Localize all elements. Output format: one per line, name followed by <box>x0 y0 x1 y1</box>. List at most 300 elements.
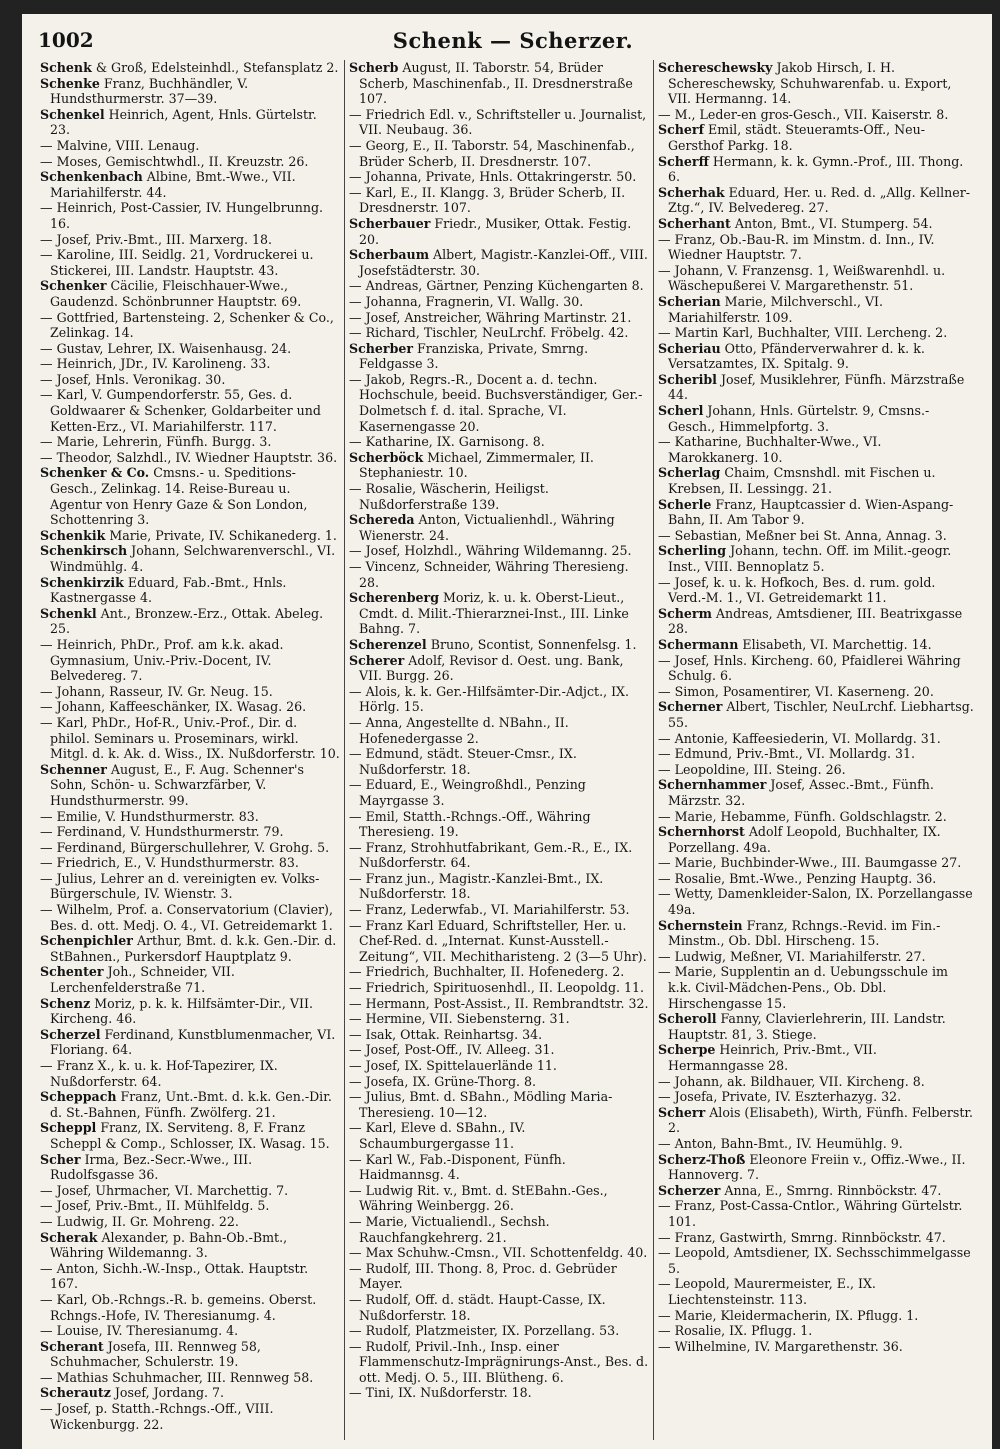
entry-details: — Karl, PhDr., Hof-R., Univ.-Prof., Dir. d. philol. Seminars u. Proseminars, wirkl. Mitgl. d. k. Ak. d. Wiss., IX. Nußdorferstr. 10. <box>40 714 340 762</box>
entry-details: — Rudolf, III. Thong. 8, Proc. d. Gebrüder Mayer. <box>349 1260 617 1292</box>
entry-details: — Ludwig, II. Gr. Mohreng. 22. <box>40 1213 239 1229</box>
column-3 <box>658 60 974 1440</box>
directory-entry <box>658 497 974 528</box>
entry-details: Johann, Hnls. Gürtelstr. 9, Cmsns.-Gesch., Himmelpfortg. 3. <box>668 403 930 434</box>
directory-entry <box>658 1183 974 1199</box>
entry-details: Anna, E., Smrng. Rinnböckstr. 47. <box>720 1182 942 1198</box>
entry-details: Marie, Private, IV. Schikanederg. 1. <box>105 527 337 543</box>
entry-details: — Johanna, Private, Hnls. Ottakringerstr. 50. <box>349 169 637 185</box>
entry-details: Friedr., Musiker, Ottak. Festig. 20. <box>359 215 632 247</box>
directory-entry <box>349 809 649 840</box>
directory-entry <box>40 1120 340 1151</box>
directory-entry <box>40 278 340 309</box>
entry-surname: Schenkenbach <box>40 169 143 185</box>
entry-details: — Theodor, Salzhdl., IV. Wiedner Hauptstr. 36. <box>40 449 338 465</box>
entry-details: Eduard, Her. u. Red. d. „Allg. Kellner-Ztg.“, IV. Belvedereg. 27. <box>668 184 971 216</box>
entry-details: — Ludwig, Meßner, VI. Mariahilferstr. 27. <box>658 948 926 964</box>
directory-entry <box>349 590 649 637</box>
entry-details: — Rosalie, Wäscherin, Heiligst. Nußdorferstraße 139. <box>349 481 549 512</box>
directory-entry <box>658 1339 974 1355</box>
directory-entry <box>658 263 974 294</box>
directory-entry <box>40 840 340 856</box>
directory-entry <box>349 278 649 294</box>
entry-details: — Katharine, Buchhalter-Wwe., VI. Marokkanerg. 10. <box>658 434 882 465</box>
directory-entry <box>349 107 649 138</box>
entry-details: — Josef, Post-Off., IV. Alleeg. 31. <box>349 1042 555 1058</box>
directory-entry <box>40 528 340 544</box>
directory-entry <box>658 1230 974 1246</box>
entry-surname: Schenk <box>40 60 92 75</box>
entry-details: — Franz, Ob.-Bau-R. im Minstm. d. Inn., IV. Wiedner Hauptstr. 7. <box>658 231 935 263</box>
directory-entry <box>349 372 649 434</box>
directory-entry <box>658 886 974 917</box>
directory-entry <box>658 341 974 372</box>
entry-surname: Scheribl <box>658 371 717 387</box>
entry-surname: Schernstein <box>658 917 743 933</box>
entry-details: Joh., Schneider, VII. Lerchenfelderstraße 71. <box>50 964 235 996</box>
entry-surname: Scherautz <box>40 1385 111 1401</box>
directory-entry <box>658 1136 974 1152</box>
directory-entry <box>658 653 974 684</box>
entry-surname: Schenkirzik <box>40 574 124 590</box>
directory-entry <box>349 1292 649 1323</box>
directory-entry <box>658 1089 974 1105</box>
entry-details: — Franz jun., Magistr.-Kanzlei-Bmt., IX. Nußdorferstr. 18. <box>349 870 604 902</box>
entry-details: — Hermine, VII. Siebensterng. 31. <box>349 1011 570 1027</box>
entry-details: — Hermann, Post-Assist., II. Rembrandtstr. 32. <box>349 995 649 1011</box>
entry-details: — Josef, Hnls. Veronikag. 30. <box>40 371 226 387</box>
directory-entry <box>349 996 649 1012</box>
directory-entry <box>40 138 340 154</box>
directory-entry <box>40 1370 340 1386</box>
directory-entry <box>658 809 974 825</box>
directory-entry <box>658 232 974 263</box>
entry-details: Josefa, III. Rennweg 58, Schuhmacher, Schulerstr. 19. <box>50 1338 261 1370</box>
entry-details: Heinrich, Agent, Hnls. Gürtelstr. 23. <box>50 106 317 138</box>
entry-surname: Schenter <box>40 964 104 980</box>
entry-surname: Scherpe <box>658 1042 716 1058</box>
entry-details: — Josef, Priv.-Bmt., II. Mühlfeldg. 5. <box>40 1198 270 1214</box>
entry-surname: Scherbaum <box>349 247 430 263</box>
entry-details: — Martin Karl, Buchhalter, VIII. Lercheng. 2. <box>658 325 948 341</box>
entry-details: — Karoline, III. Seidlg. 21, Vordruckerei u. Stickerei, III. Landstr. Hauptstr. 43. <box>40 247 314 278</box>
directory-entry <box>40 762 340 809</box>
entry-details: — Mathias Schuhmacher, III. Rennweg 58. <box>40 1369 314 1385</box>
directory-entry <box>349 1058 649 1074</box>
entry-surname: Scherant <box>40 1338 104 1354</box>
directory-entry <box>40 684 340 700</box>
entry-details: Otto, Pfänderverwahrer d. k. k. Versatzamtes, IX. Spitalg. 9. <box>668 340 925 372</box>
directory-entry <box>349 60 649 107</box>
directory-entry <box>40 169 340 200</box>
directory-entry <box>658 528 974 544</box>
directory-entry <box>40 606 340 637</box>
entry-details: — Marie, Supplentin an d. Uebungsschule im k.k. Civil-Mädchen-Pens., Ob. Dbl. Hirschengasse 15. <box>658 964 948 1011</box>
entry-details: — Leopold, Maurermeister, E., IX. Liechtensteinstr. 113. <box>658 1276 876 1307</box>
entry-surname: Schereschewsky <box>658 60 773 75</box>
directory-entry <box>349 1323 649 1339</box>
entry-details: — Karl, E., II. Klangg. 3, Brüder Scherb, II. Dresdnerstr. 107. <box>349 184 626 216</box>
directory-entry <box>40 824 340 840</box>
entry-details: — Julius, Bmt. d. SBahn., Mödling Maria-Theresieng. 10—12. <box>349 1089 613 1120</box>
directory-entry <box>658 543 974 574</box>
directory-entry <box>349 138 649 169</box>
entry-details: — Rosalie, Bmt.-Wwe., Penzing Hauptg. 36. <box>658 870 937 886</box>
directory-entry <box>40 1027 340 1058</box>
entry-details: Hermann, k. k. Gymn.-Prof., III. Thong. 6. <box>668 153 964 185</box>
entry-details: — Johanna, Fragnerin, VI. Wallg. 30. <box>349 293 584 309</box>
entry-details: — Josefa, Private, IV. Eszterhazyg. 32. <box>658 1089 902 1105</box>
directory-entry <box>658 1152 974 1183</box>
directory-entry <box>40 1339 340 1370</box>
directory-entry <box>349 434 649 450</box>
entry-details: — Georg, E., II. Taborstr. 54, Maschinenfab., Brüder Scherb, II. Dresdnerstr. 107. <box>349 137 635 169</box>
directory-entry <box>349 1214 649 1245</box>
entry-details: — Johann, V. Franzensg. 1, Weißwarenhdl. u. Wäschepußerei V. Margarethenstr. 51. <box>658 262 946 294</box>
directory-entry <box>349 341 649 372</box>
entry-details: — Johann, Rasseur, IV. Gr. Neug. 15. <box>40 683 273 699</box>
entry-details: — Josef, Hnls. Kircheng. 60, Pfaidlerei Währing Schulg. 6. <box>658 652 961 684</box>
entry-surname: Scherm <box>658 605 712 621</box>
directory-entry <box>658 746 974 762</box>
entry-surname: Schereda <box>349 512 415 528</box>
directory-entry <box>349 1152 649 1183</box>
entry-details: Franz, Buchhändler, V. Hundsthurmerstr. 37—39. <box>50 75 249 107</box>
entry-surname: Scherf <box>658 122 704 138</box>
directory-entry <box>658 403 974 434</box>
entry-details: Heinrich, Priv.-Bmt., VII. Hermanngasse 28. <box>668 1042 877 1073</box>
directory-entry <box>658 1074 974 1090</box>
entry-details: — Marie, Victualiendl., Sechsh. Rauchfangkehrerg. 21. <box>349 1213 550 1245</box>
directory-entry <box>658 434 974 465</box>
entry-details: Franz, Unt.-Bmt. d. k.k. Gen.-Dir. d. St.-Bahnen, Fünfh. Zwölferg. 21. <box>50 1089 332 1120</box>
entry-details: Johann, Selchwarenverschl., VI. Windmühlg. 4. <box>50 543 336 574</box>
directory-entry <box>658 372 974 403</box>
directory-entry <box>40 76 340 107</box>
directory-entry <box>658 731 974 747</box>
entry-details: — Andreas, Gärtner, Penzing Küchengarten 8. <box>349 278 644 294</box>
entry-details: — Anton, Sichh.-W.-Insp., Ottak. Hauptstr. 167. <box>40 1260 309 1292</box>
entry-details: — Wilhelmine, IV. Margarethenstr. 36. <box>658 1338 903 1354</box>
directory-entry <box>349 918 649 965</box>
directory-entry <box>658 185 974 216</box>
entry-details: — Edmund, Priv.-Bmt., VI. Mollardg. 31. <box>658 746 916 762</box>
entry-details: — Josef, k. u. k. Hofkoch, Bes. d. rum. gold. Verd.-M. 1., VI. Getreidemarkt 11. <box>658 574 936 606</box>
entry-details: — Malvine, VIII. Lenaug. <box>40 137 200 153</box>
entry-details: — Jakob, Regrs.-R., Docent a. d. techn. Hochschule, beeid. Buchsverständiger, Ger.-Dolmetsch f. d. ital. Sprache, VI. Kasernengasse 20. <box>349 371 643 434</box>
scan-edge-top <box>0 0 1000 14</box>
directory-entry <box>349 1261 649 1292</box>
entry-details: — Marie, Kleidermacherin, IX. Pflugg. 1. <box>658 1307 919 1323</box>
entry-details: — Gustav, Lehrer, IX. Waisenhausg. 24. <box>40 340 292 356</box>
entry-details: — Friedrich Edl. v., Schriftsteller u. Journalist, VII. Neubaug. 36. <box>349 106 647 138</box>
entry-details: — Richard, Tischler, NeuLrchf. Fröbelg. 42. <box>349 325 629 341</box>
directory-entry <box>349 1089 649 1120</box>
directory-entry <box>40 465 340 527</box>
directory-entry <box>40 247 340 278</box>
directory-entry <box>40 107 340 138</box>
entry-details: — Wilhelm, Prof. a. Conservatorium (Clavier), Bes. d. ott. Medj. O. 4., VI. Getreidemarkt 1. <box>40 902 333 933</box>
directory-entry <box>658 699 974 730</box>
entry-details: — Friedrich, Spirituosenhdl., II. Leopoldg. 11. <box>349 980 645 996</box>
entry-details: Chaim, Cmsnshdl. mit Fischen u. Krebsen, II. Lessingg. 21. <box>668 465 936 497</box>
directory-entry <box>349 512 649 543</box>
entry-details: — Heinrich, JDr., IV. Karolineng. 33. <box>40 356 271 372</box>
entry-columns <box>40 60 990 1440</box>
directory-entry <box>40 372 340 388</box>
directory-entry <box>349 1120 649 1151</box>
entry-details: Irma, Bez.-Secr.-Wwe., III. Rudolfsgasse 36. <box>50 1151 253 1183</box>
entry-details: — Heinrich, PhDr., Prof. am k.k. akad. Gymnasium, Univ.-Priv.-Docent, IV. Belvedereg. 7. <box>40 636 284 684</box>
entry-details: — Eduard, E., Weingroßhdl., Penzing Mayrgasse 3. <box>349 777 586 808</box>
entry-details: August, II. Taborstr. 54, Brüder Scherb, Maschinenfab., II. Dresdnerstraße 107. <box>359 60 633 107</box>
directory-entry <box>658 1245 974 1276</box>
entry-details: Adolf Leopold, Buchhalter, IX. Porzellang. 49a. <box>668 824 941 855</box>
directory-entry <box>40 310 340 341</box>
entry-details: — Rudolf, Platzmeister, IX. Porzellang. 53. <box>349 1323 620 1339</box>
entry-details: — Franz Karl Eduard, Schriftsteller, Her. u. Chef-Red. d. „Internat. Kunst-Ausstell.-Zeitung“, VII. Mechitharisteng. 2 (3—5 Uhr). <box>349 917 647 964</box>
entry-details: Moriz, k. u. k. Oberst-Lieut., Cmdt. d. Milit.-Thierarznei-Inst., III. Linke Bahng. 7. <box>359 590 629 637</box>
directory-entry <box>349 637 649 653</box>
entry-details: Franz, Hauptcassier d. Wien-Aspang-Bahn, II. Am Tabor 9. <box>668 496 954 528</box>
directory-entry <box>658 684 974 700</box>
directory-entry <box>658 1042 974 1073</box>
entry-details: — Wetty, Damenkleider-Salon, IX. Porzellangasse 49a. <box>658 886 973 918</box>
directory-entry <box>658 871 974 887</box>
entry-details: — Julius, Lehrer an d. vereinigten ev. Volks-Bürgerschule, IV. Wienstr. 3. <box>40 870 320 902</box>
entry-details: Fanny, Clavierlehrerin, III. Landstr. Hauptstr. 81, 3. Stiege. <box>668 1011 946 1042</box>
entry-details: — Louise, IV. Theresianumg. 4. <box>40 1323 239 1339</box>
directory-entry <box>349 185 649 216</box>
entry-surname: Scheppach <box>40 1089 117 1105</box>
column-divider <box>344 60 345 1440</box>
directory-entry <box>40 341 340 357</box>
entry-surname: Schernhammer <box>658 777 767 793</box>
entry-details: — Emil, Statth.-Rchngs.-Off., Währing Theresieng. 19. <box>349 808 591 840</box>
entry-details: — Friedrich, E., V. Hundsthurmerstr. 83. <box>40 855 299 871</box>
directory-entry <box>40 1401 340 1432</box>
directory-entry <box>40 387 340 434</box>
entry-details: Jakob Hirsch, I. H. Schereschewsky, Schuhwarenfab. u. Export, VII. Hermanng. 14. <box>668 60 952 107</box>
entry-details: Adolf, Revisor d. Oest. ung. Bank, VII. Burgg. 26. <box>359 652 624 684</box>
entry-surname: Scherlag <box>658 465 721 481</box>
directory-entry <box>658 1276 974 1307</box>
entry-surname: Scheppl <box>40 1120 97 1136</box>
directory-entry <box>40 902 340 933</box>
directory-entry <box>40 1089 340 1120</box>
entry-surname: Scherer <box>349 652 405 668</box>
directory-entry <box>658 1323 974 1339</box>
scan-edge-right <box>992 0 1000 1449</box>
entry-details: — Heinrich, Post-Cassier, IV. Hungelbrunng. 16. <box>40 200 324 231</box>
entry-details: — Vincenz, Schneider, Währing Theresieng. 28. <box>349 559 629 590</box>
entry-details: — Josef, Holzhdl., Währing Wildemanng. 25. <box>349 543 632 559</box>
entry-details: Albert, Magistr.-Kanzlei-Off., VIII. Josefstädterstr. 30. <box>359 247 648 278</box>
entry-details: — Alois, k. k. Ger.-Hilfsämter-Dir.-Adjct., IX. Hörlg. 15. <box>349 683 630 715</box>
entry-details: — Rosalie, IX. Pflugg. 1. <box>658 1323 813 1339</box>
directory-entry <box>658 777 974 808</box>
directory-entry <box>349 216 649 247</box>
directory-entry <box>40 154 340 170</box>
directory-entry <box>349 902 649 918</box>
entry-details: Eleonore Freiin v., Offiz.-Wwe., II. Hannoverg. 7. <box>668 1151 966 1183</box>
entry-surname: Scherböck <box>349 449 424 465</box>
directory-entry <box>40 871 340 902</box>
directory-entry <box>349 840 649 871</box>
directory-entry <box>40 637 340 684</box>
entry-surname: Scheriau <box>658 340 721 356</box>
entry-surname: Schernhorst <box>658 824 745 840</box>
entry-surname: Schenker & Co. <box>40 465 150 481</box>
directory-entry <box>349 777 649 808</box>
directory-entry <box>658 606 974 637</box>
entry-details: — Simon, Posamentirer, VI. Kaserneng. 20. <box>658 683 934 699</box>
entry-surname: Scherber <box>349 340 414 356</box>
page-number: 1002 <box>38 28 94 52</box>
directory-entry <box>40 855 340 871</box>
entry-surname: Schermann <box>658 636 739 652</box>
entry-surname: Scheroll <box>658 1011 717 1027</box>
entry-surname: Scherenberg <box>349 590 439 606</box>
entry-details: Anton, Bmt., VI. Stumperg. 54. <box>730 215 933 231</box>
directory-entry <box>40 1058 340 1089</box>
directory-entry <box>349 1339 649 1386</box>
entry-details: Alois (Elisabeth), Wirth, Fünfh. Felberstr. 2. <box>668 1104 974 1136</box>
entry-details: — Rudolf, Off. d. städt. Haupt-Casse, IX. Nußdorferstr. 18. <box>349 1291 606 1323</box>
entry-details: — Josef, p. Statth.-Rchngs.-Off., VIII. Wickenburgg. 22. <box>40 1401 274 1432</box>
directory-entry <box>349 746 649 777</box>
directory-entry <box>349 715 649 746</box>
directory-entry <box>349 1074 649 1090</box>
directory-entry <box>40 715 340 762</box>
directory-entry <box>40 575 340 606</box>
directory-entry <box>349 543 649 559</box>
directory-entry <box>40 1152 340 1183</box>
directory-entry <box>40 434 340 450</box>
entry-details: Arthur, Bmt. d. k.k. Gen.-Dir. d. StBahnen., Purkersdorf Hauptplatz 9. <box>50 933 337 964</box>
directory-entry <box>40 543 340 574</box>
entry-details: — Anton, Bahn-Bmt., IV. Heumühlg. 9. <box>658 1135 903 1151</box>
directory-entry <box>40 1261 340 1292</box>
entry-surname: Schenpichler <box>40 933 133 949</box>
entry-surname: Scherz-Thoß <box>658 1151 746 1167</box>
entry-details: Josef, Musiklehrer, Fünfh. Märzstraße 44. <box>668 371 965 403</box>
entry-surname: Scherff <box>658 153 709 169</box>
directory-entry <box>658 1011 974 1042</box>
entry-details: Andreas, Amtsdiener, III. Beatrixgasse 28. <box>668 605 963 637</box>
entry-details: — Sebastian, Meßner bei St. Anna, Annag. 3. <box>658 527 947 543</box>
entry-details: Michael, Zimmermaler, II. Stephaniestr. 10. <box>359 449 594 481</box>
entry-details: — Anna, Angestellte d. NBahn., II. Hofenedergasse 2. <box>349 714 569 746</box>
directory-entry <box>658 964 974 1011</box>
entry-details: — Karl, Ob.-Rchngs.-R. b. gemeins. Oberst. Rchngs.-Hofe, IV. Theresianumg. 4. <box>40 1291 317 1323</box>
entry-details: & Groß, Edelsteinhdl., Stefansplatz 2. <box>91 60 339 75</box>
directory-entry <box>658 294 974 325</box>
directory-entry <box>40 1214 340 1230</box>
directory-entry <box>40 232 340 248</box>
directory-entry <box>349 1183 649 1214</box>
entry-details: — Isak, Ottak. Reinhartsg. 34. <box>349 1026 543 1042</box>
entry-surname: Scherling <box>658 543 727 559</box>
directory-entry <box>349 1385 649 1401</box>
directory-entry <box>658 325 974 341</box>
entry-surname: Scherner <box>658 699 723 715</box>
entry-details: August, E., F. Aug. Schenner's Sohn, Schön- u. Schwarzfärber, V. Hundsthurmerstr. 99. <box>50 761 304 808</box>
directory-entry <box>40 200 340 231</box>
directory-entry <box>658 855 974 871</box>
entry-details: Ant., Bronzew.-Erz., Ottak. Abeleg. 25. <box>50 605 324 637</box>
entry-details: Franz, Rchngs.-Revid. im Fin.-Minstm., Ob. Dbl. Hirscheng. 15. <box>668 917 941 949</box>
entry-details: — Leopold, Amtsdiener, IX. Sechsschimmelgasse 5. <box>658 1245 971 1276</box>
directory-entry <box>40 60 340 76</box>
entry-surname: Scherr <box>658 1104 706 1120</box>
directory-entry <box>40 699 340 715</box>
directory-entry <box>658 1198 974 1229</box>
entry-details: — Josef, IX. Spittelauerlände 11. <box>349 1058 557 1073</box>
entry-details: — Moses, Gemischtwhdl., II. Kreuzstr. 26. <box>40 153 309 169</box>
directory-entry <box>349 684 649 715</box>
directory-entry <box>40 809 340 825</box>
directory-entry <box>40 1198 340 1214</box>
entry-details: — Johann, Kaffeeschänker, IX. Wasag. 26. <box>40 699 307 715</box>
entry-details: — Johann, ak. Bildhauer, VII. Kircheng. 8. <box>658 1073 925 1089</box>
entry-details: — Josef, Anstreicher, Währing Martinstr. 21. <box>349 309 632 325</box>
directory-entry <box>658 762 974 778</box>
entry-surname: Schenkel <box>40 106 105 122</box>
entry-details: — Josef, Priv.-Bmt., III. Marxerg. 18. <box>40 231 273 247</box>
entry-details: Alexander, p. Bahn-Ob.-Bmt., Währing Wildemanng. 3. <box>50 1229 288 1261</box>
entry-details: — Franz, Post-Cassa-Cntlor., Währing Gürtelstr. 101. <box>658 1198 963 1229</box>
entry-details: Franziska, Private, Smrng. Feldgasse 3. <box>359 340 589 372</box>
entry-surname: Scherian <box>658 293 721 309</box>
directory-entry <box>40 1323 340 1339</box>
entry-surname: Schenker <box>40 278 107 294</box>
entry-details: — Josefa, IX. Grüne-Thorg. 8. <box>349 1073 537 1089</box>
entry-details: Eduard, Fab.-Bmt., Hnls. Kastnergasse 4. <box>50 574 287 606</box>
entry-details: — Marie, Hebamme, Fünfh. Goldschlagstr. 2. <box>658 808 947 824</box>
entry-details: — Max Schuhw.-Cmsn., VII. Schottenfeldg. 40. <box>349 1245 648 1261</box>
entry-details: Cäcilie, Fleischhauer-Wwe., Gaudenzd. Schönbrunner Hauptstr. 69. <box>50 278 302 309</box>
entry-surname: Scherhak <box>658 184 725 200</box>
column-1 <box>40 60 340 1440</box>
entry-surname: Schenkik <box>40 527 106 543</box>
directory-entry <box>658 575 974 606</box>
directory-entry <box>40 1385 340 1401</box>
entry-details: — Antonie, Kaffeesiederin, VI. Mollardg. 31. <box>658 730 941 746</box>
entry-surname: Scherzel <box>40 1026 101 1042</box>
directory-entry <box>658 1308 974 1324</box>
entry-details: — Marie, Buchbinder-Wwe., III. Baumgasse 27. <box>658 855 962 871</box>
scan-edge-left <box>0 0 22 1449</box>
directory-entry <box>658 154 974 185</box>
directory-entry <box>40 996 340 1027</box>
directory-entry <box>658 107 974 123</box>
directory-entry <box>349 1011 649 1027</box>
entry-surname: Scherenzel <box>349 636 427 652</box>
directory-entry <box>658 824 974 855</box>
entry-details: — Tini, IX. Nußdorferstr. 18. <box>349 1385 532 1401</box>
entry-details: — Emilie, V. Hundsthurmerstr. 83. <box>40 808 259 824</box>
directory-entry <box>349 559 649 590</box>
entry-details: — Franz, Strohhutfabrikant, Gem.-R., E., IX. Nußdorferstr. 64. <box>349 839 633 871</box>
directory-entry <box>658 1105 974 1136</box>
entry-details: — Josef, Uhrmacher, VI. Marchettig. 7. <box>40 1182 289 1198</box>
entry-details: — Karl, Eleve d. SBahn., IV. Schaumburgergasse 11. <box>349 1120 526 1151</box>
entry-surname: Schenkl <box>40 605 97 621</box>
directory-entry <box>349 294 649 310</box>
entry-details: — Ludwig Rit. v., Bmt. d. StEBahn.-Ges., Währing Weinbergg. 26. <box>349 1182 608 1214</box>
entry-details: Anton, Victualienhdl., Währing Wienerstr. 24. <box>359 512 615 543</box>
